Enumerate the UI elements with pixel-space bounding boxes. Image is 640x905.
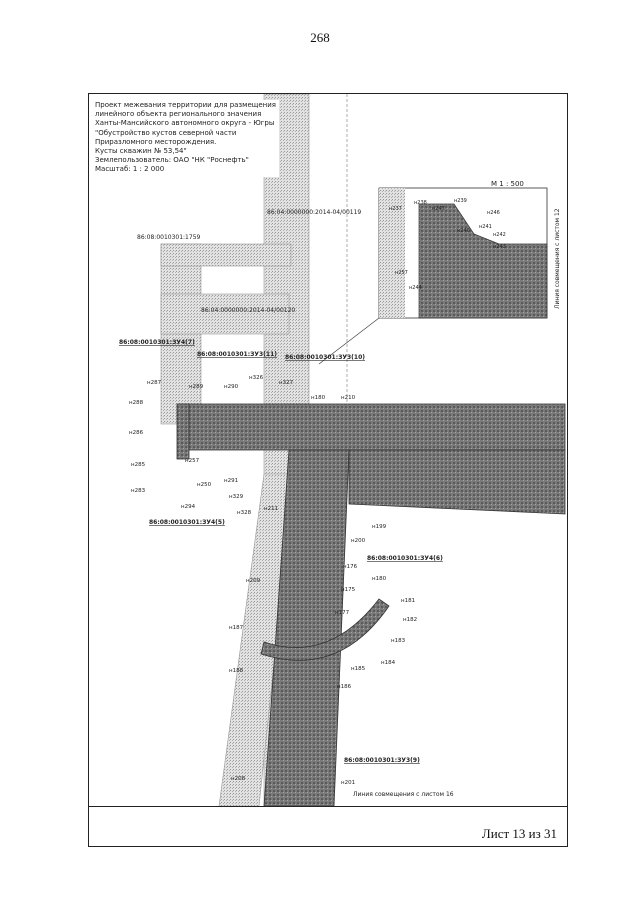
inset-point-label: н242 <box>493 232 506 238</box>
inset-point-label: н243 <box>493 244 506 250</box>
inset-scale: М 1 : 500 <box>491 180 524 188</box>
inset-point-label: н247 <box>432 206 445 212</box>
inset-point-label: н257 <box>395 270 408 276</box>
point-label: н180 <box>372 576 387 582</box>
point-label: н328 <box>237 510 252 516</box>
plot-label: 86:08:0010301:ЗУ4(7) <box>119 339 195 346</box>
point-label: н208 <box>231 776 246 782</box>
junction-line-label: Линия совмещения с листом 16 <box>353 791 454 798</box>
cadastral-label: 86:04:0000000:2014-04/00119 <box>267 209 362 216</box>
legend-line: Приразломного месторождения. <box>95 137 217 146</box>
cross-corridor-mid <box>161 294 289 334</box>
plot-label: 86:08:0010301:ЗУ4(6) <box>367 555 443 562</box>
legend-line: Землепользователь: ОАО "НК "Роснефть" <box>95 156 249 165</box>
legend-line: Кусты скважин № 53,54" <box>95 147 187 156</box>
cross-corridor-top <box>161 244 291 266</box>
main-road-right-extension <box>349 450 565 514</box>
cadastral-label: 86:08:0010301:1759 <box>137 234 201 241</box>
legend-line: линейного объекта регионального значения <box>95 110 262 119</box>
plot-label: 86:08:0010301:ЗУ3(10) <box>285 354 366 361</box>
inset-point-label: н240 <box>457 228 470 234</box>
legend-line: Проект межевания территории для размещения <box>95 101 276 109</box>
inset-side-label: Линия совмещения с листом 12 <box>554 208 561 309</box>
point-label: н186 <box>337 684 352 690</box>
point-label: н199 <box>372 524 387 530</box>
inset-point-label: н237 <box>389 206 402 212</box>
legend-line: "Обустройство кустов северной части <box>95 128 237 137</box>
point-label: н290 <box>224 384 239 390</box>
point-label: н289 <box>189 384 204 390</box>
cadastral-map <box>89 94 567 806</box>
point-label: н182 <box>403 617 418 623</box>
cadastral-label: 86:04:0000000:2014-04/00120 <box>201 307 296 314</box>
point-label: н184 <box>381 660 396 666</box>
point-label: н210 <box>341 395 356 401</box>
inset-point-label: н246 <box>487 210 500 216</box>
inset-point-label: н239 <box>454 198 467 204</box>
point-label: н181 <box>401 598 416 604</box>
point-label: н291 <box>224 478 239 484</box>
point-label: н286 <box>129 430 144 436</box>
frame-footer-divider <box>89 806 567 807</box>
point-label: н294 <box>181 504 196 510</box>
sheet-label: Лист 13 из 31 <box>481 826 557 841</box>
point-label: н288 <box>129 400 144 406</box>
point-label: н209 <box>246 578 261 584</box>
legend-line: Ханты-Мансийского автономного округа - Югры <box>95 119 275 128</box>
point-label: н177 <box>335 610 350 616</box>
point-label: н185 <box>351 666 366 672</box>
point-label: н327 <box>279 380 294 386</box>
inset-point-label: н238 <box>414 200 427 206</box>
point-label: н250 <box>197 482 212 488</box>
point-label: н175 <box>341 587 356 593</box>
point-label: н329 <box>229 494 244 500</box>
point-label: н188 <box>229 668 244 674</box>
plot-left-block <box>177 404 189 459</box>
point-label: н187 <box>229 625 244 631</box>
plot-label: 86:08:0010301:ЗУ4(5) <box>149 519 225 526</box>
point-label: н200 <box>351 538 366 544</box>
point-label: н180 <box>311 395 326 401</box>
inset-point-label: н244 <box>409 285 422 291</box>
point-label: н283 <box>131 488 146 494</box>
plot-label: 86:08:0010301:ЗУ3(11) <box>197 351 278 358</box>
page-number: 268 <box>310 30 330 45</box>
plot-label: 86:08:0010301:ЗУ3(9) <box>344 757 420 764</box>
point-label: н211 <box>264 506 279 512</box>
point-label: н326 <box>249 375 264 381</box>
map-legend <box>93 100 279 177</box>
point-label: н257 <box>185 458 200 464</box>
inset-point-label: н241 <box>479 224 492 230</box>
inset-detail <box>319 180 561 364</box>
point-label: н285 <box>131 462 146 468</box>
map-sheet-frame <box>88 93 568 847</box>
main-road-horizontal <box>179 404 565 450</box>
legend-line: Масштаб: 1 : 2 000 <box>95 165 165 174</box>
point-label: н183 <box>391 638 406 644</box>
point-label: н287 <box>147 380 162 386</box>
point-label: н201 <box>341 780 356 786</box>
point-label: н176 <box>343 564 358 570</box>
